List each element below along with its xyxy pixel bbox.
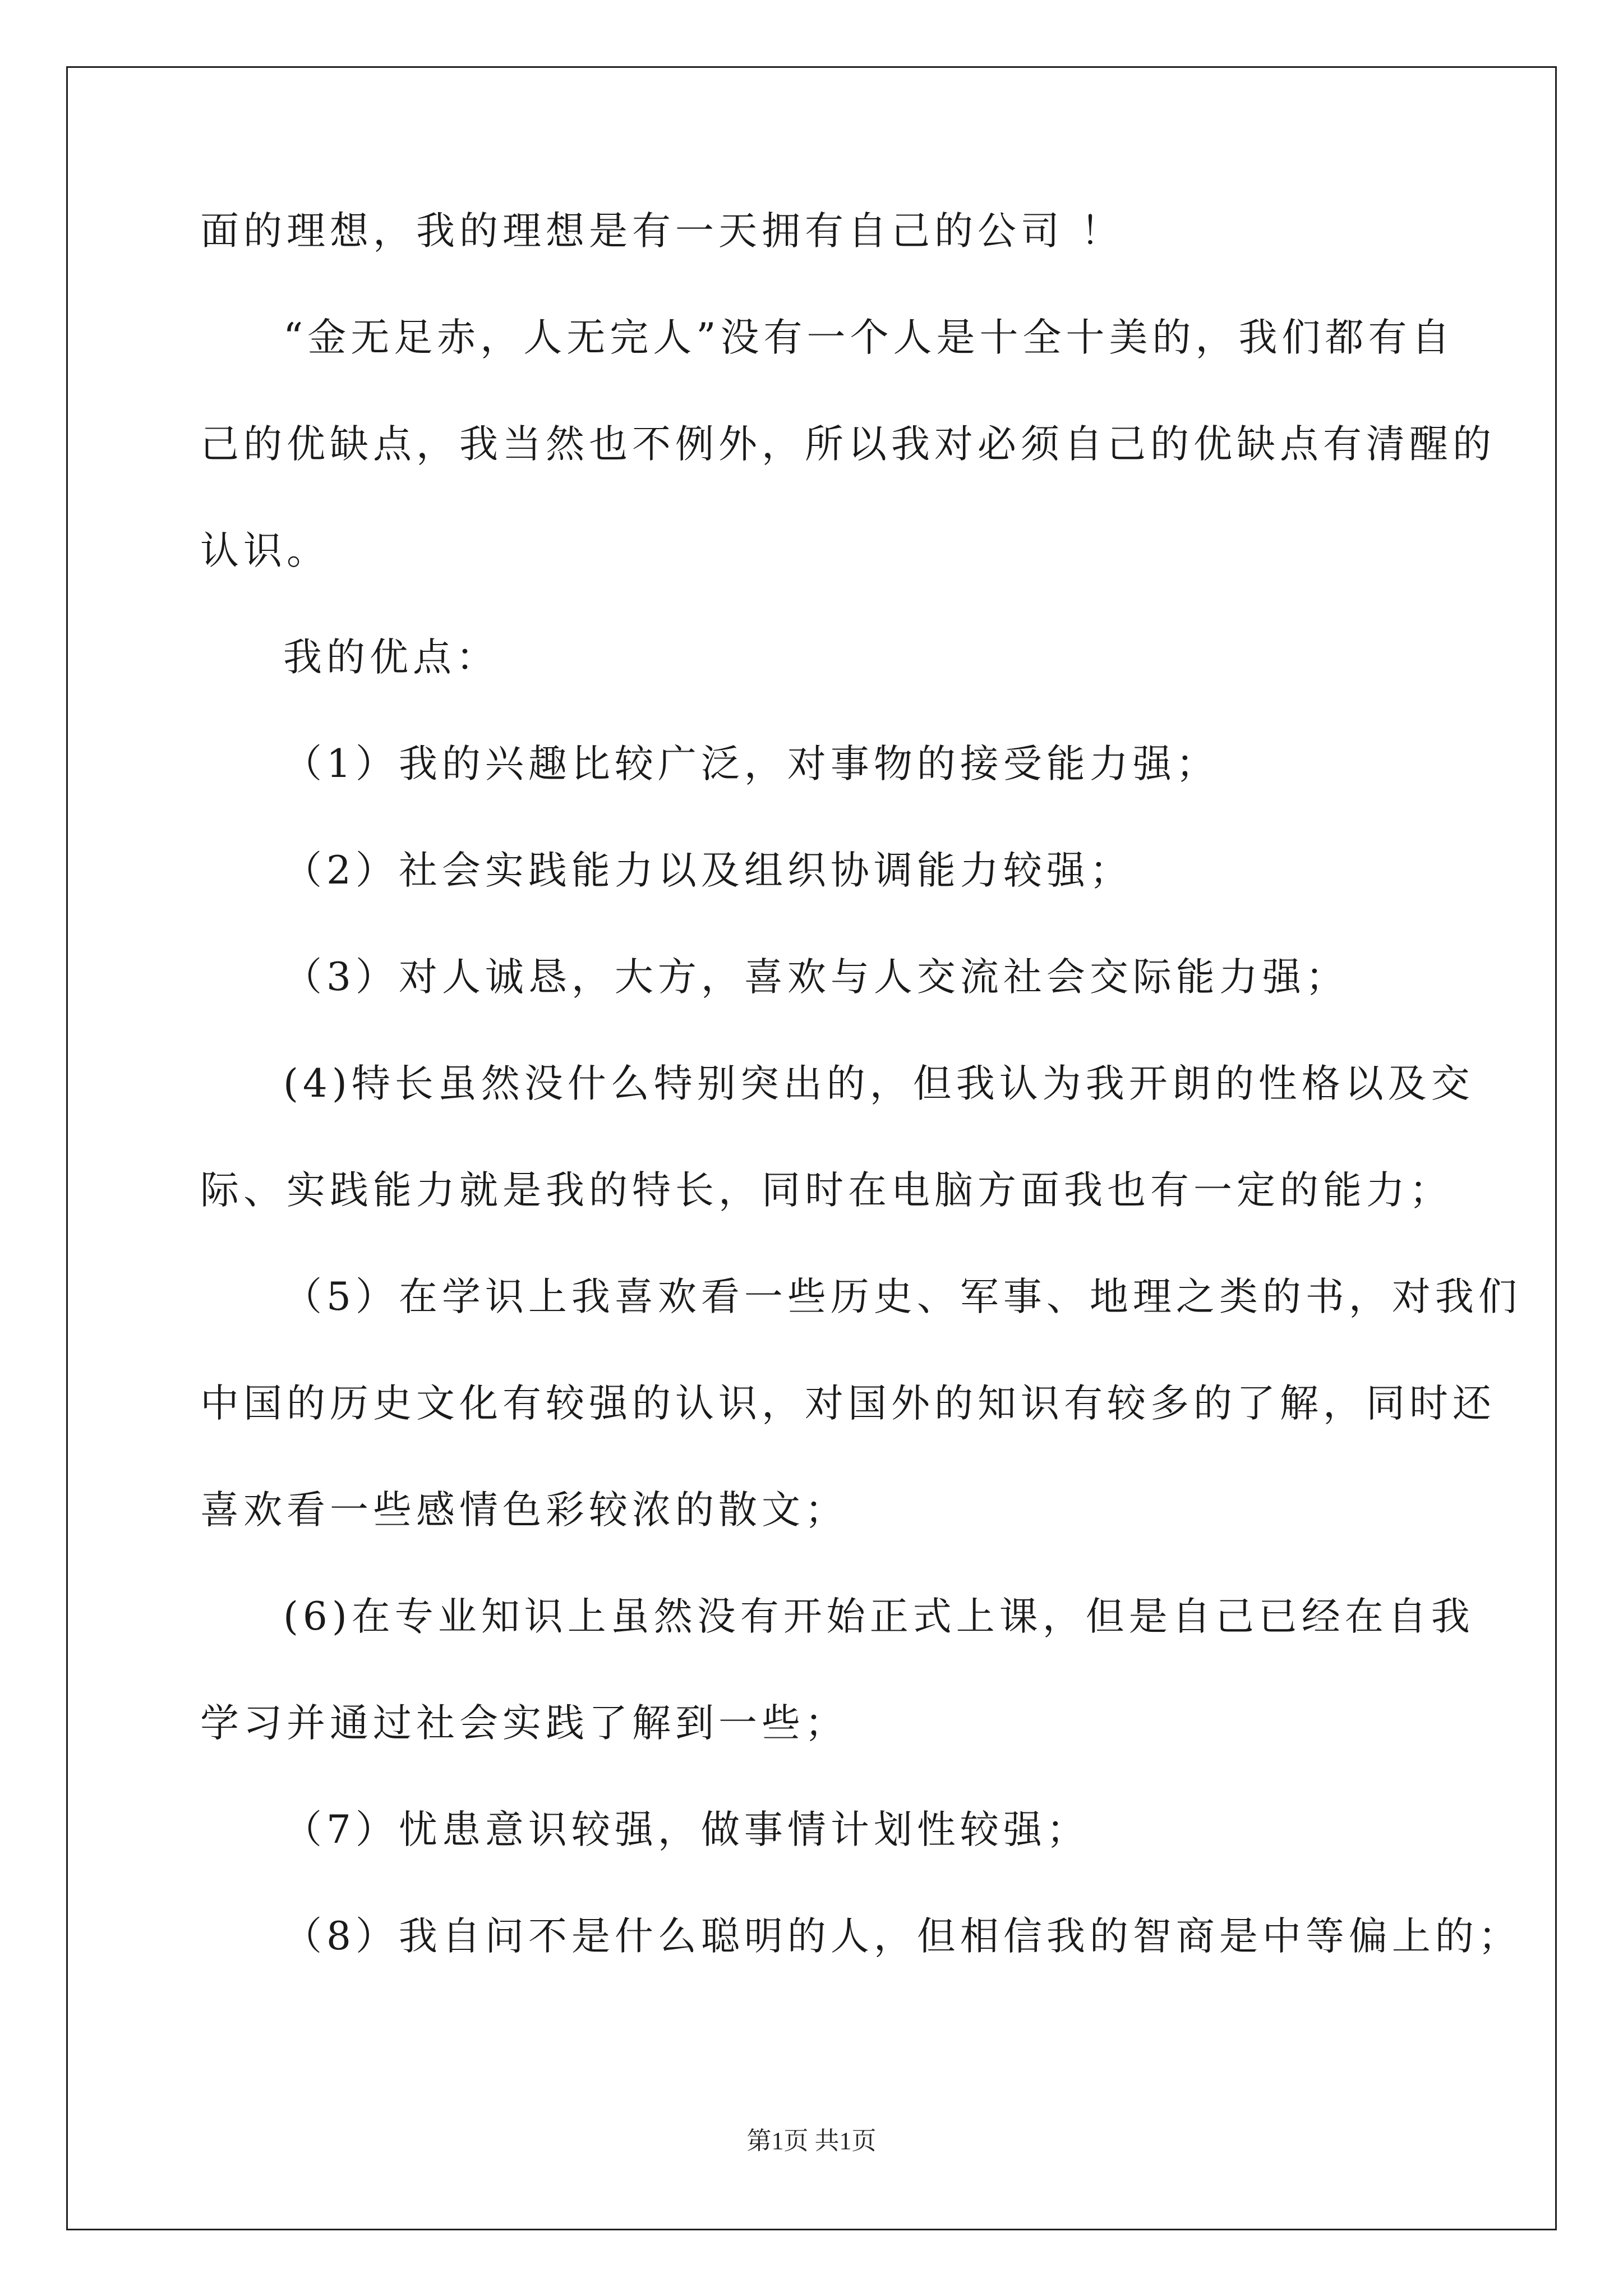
paragraph-line: (6)在专业知识上虽然没有开始正式上课，但是自己已经在自我 [283,1594,1474,1639]
paragraph-line: （7）忧患意识较强，做事情计划性较强； [283,1807,1090,1852]
paragraph-line: 认识。 [200,528,330,573]
paragraph-line: （2）社会实践能力以及组织协调能力较强； [283,848,1133,893]
paragraph-line: 面的理想，我的理想是有一天拥有自己的公司 ！ [200,209,1124,254]
paragraph-line: （3）对人诚恳，大方，喜欢与人交流社会交际能力强； [283,955,1349,1000]
paragraph-line: （1）我的兴趣比较广泛，对事物的接受能力强； [283,742,1219,786]
paragraph-line: （5）在学识上我喜欢看一些历史、军事、地理之类的书，对我们 [283,1274,1521,1319]
paragraph-line: 己的优缺点，我当然也不例外，所以我对必须自己的优缺点有清醒的 [200,422,1496,467]
paragraph-line: 中国的历史文化有较强的认识，对国外的知识有较多的了解，同时还 [200,1381,1496,1426]
paragraph-line: （8）我自问不是什么聪明的人，但相信我的智商是中等偏上的； [283,1914,1521,1959]
paragraph-line: 际、实践能力就是我的特长，同时在电脑方面我也有一定的能力； [200,1168,1453,1213]
paragraph-line: (4)特长虽然没什么特别突出的，但我认为我开朗的性格以及交 [283,1061,1474,1106]
paragraph-line: 学习并通过社会实践了解到一些； [200,1701,848,1746]
page-footer: 第1页 共1页 [746,2127,877,2155]
paragraph-line: 我的优点： [283,635,499,680]
page-border [66,66,1557,2230]
paragraph-line: “金无足赤，人无完人”没有一个人是十全十美的，我们都有自 [283,315,1455,360]
paragraph-line: 喜欢看一些感情色彩较浓的散文； [200,1488,848,1533]
